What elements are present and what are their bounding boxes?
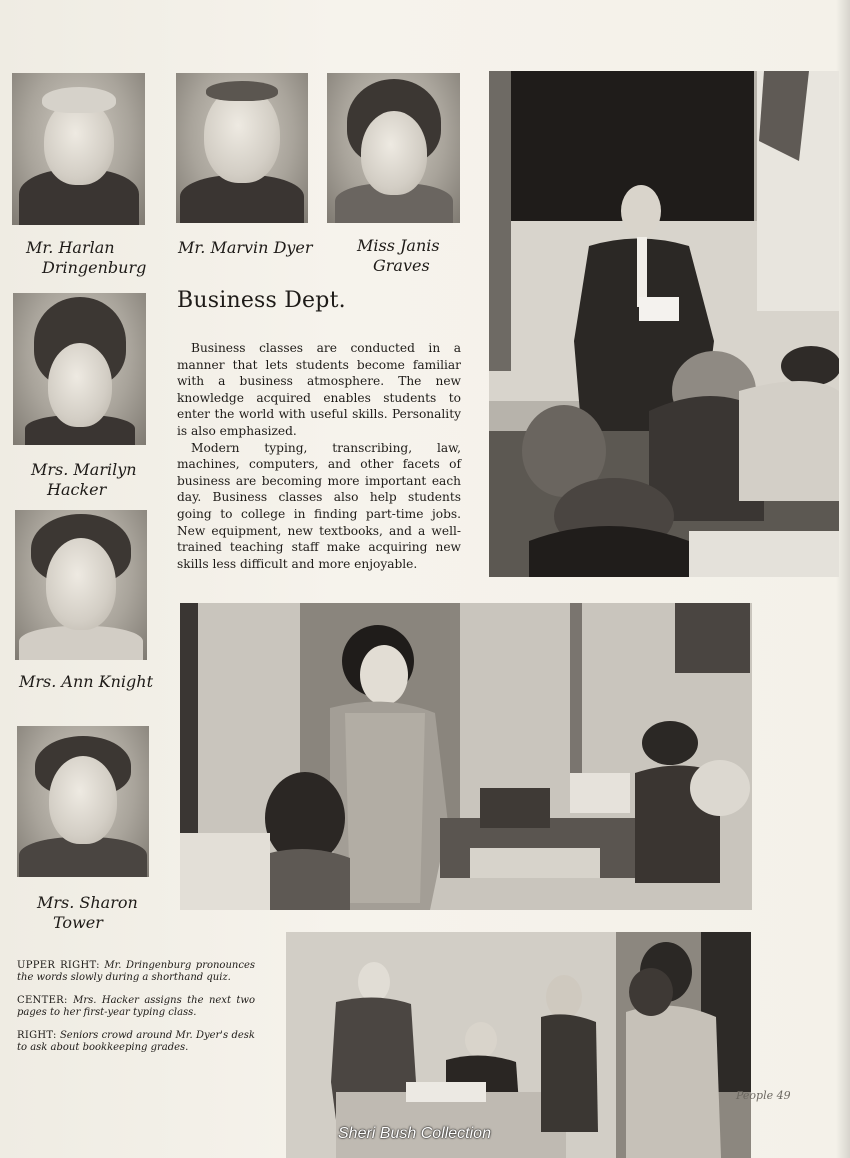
caption-line: Hacker — [47, 480, 107, 499]
caption-line: Dringenburg — [42, 258, 147, 277]
caption-line: Mr. Marvin Dyer — [178, 238, 313, 257]
caption-line: Mrs. Sharon — [37, 893, 138, 912]
photo-note-text: Mr. Dringenburg pronounces the words slowly during a shorthand quiz. — [17, 960, 255, 984]
portrait-hacker — [13, 293, 146, 445]
page-number: People 49 — [736, 1089, 791, 1102]
photo-note — [17, 1030, 255, 1055]
scene-typing-class — [180, 603, 752, 910]
photo-note-lead: UPPER RIGHT: — [17, 960, 100, 971]
photo-note-text: Seniors crowd around Mr. Dyer's desk to ask about bookkeeping grades. — [17, 1029, 255, 1054]
collection-watermark: Sheri Bush Collection — [338, 1125, 491, 1142]
caption-line: Mr. Harlan — [26, 238, 115, 257]
article-body — [177, 340, 461, 572]
caption-dringenburg — [26, 238, 146, 278]
photo-note-lead: RIGHT: — [17, 1029, 57, 1041]
caption-line: Tower — [53, 913, 103, 932]
portrait-dyer — [176, 73, 308, 223]
photo-shorthand-quiz — [489, 71, 839, 577]
page-title: Business Dept. — [177, 288, 346, 313]
scene-shorthand-quiz — [489, 71, 839, 577]
portrait-dringenburg — [12, 73, 145, 225]
caption-line: Mrs. Ann Knight — [19, 672, 154, 691]
photo-note-text: Mrs. Hacker assigns the next two pages to her first-year typing class. — [17, 994, 255, 1019]
caption-graves — [357, 236, 440, 276]
caption-dyer — [178, 238, 313, 258]
article-paragraph: Business classes are conducted in a manner that lets students become familiar with a business atmosphere. The new knowledge acquired enables students to enter the world with useful skills. Personality is also emphasized. — [177, 341, 461, 438]
portrait-tower — [17, 726, 149, 877]
photo-note — [17, 960, 255, 985]
caption-tower — [37, 893, 138, 933]
caption-line: Miss Janis — [357, 236, 440, 255]
caption-line: Graves — [373, 256, 430, 275]
caption-line: Mrs. Marilyn — [31, 460, 137, 479]
photo-note — [17, 995, 255, 1020]
caption-knight — [19, 672, 153, 692]
photo-notes — [17, 960, 255, 1064]
portrait-knight — [15, 510, 147, 660]
photo-note-lead: CENTER: — [17, 994, 68, 1006]
photo-typing-class — [180, 603, 752, 910]
portrait-graves — [327, 73, 460, 223]
caption-hacker — [31, 460, 137, 500]
article-paragraph: Modern typing, transcribing, law, machines, computers, and other facets of business are becoming more important each day. Business classes also help students going to college in finding part-time jobs. New equipment, new textbooks, and a well-trained teaching staff make acquiring new skills less difficult and more enjoyable. — [177, 440, 461, 571]
